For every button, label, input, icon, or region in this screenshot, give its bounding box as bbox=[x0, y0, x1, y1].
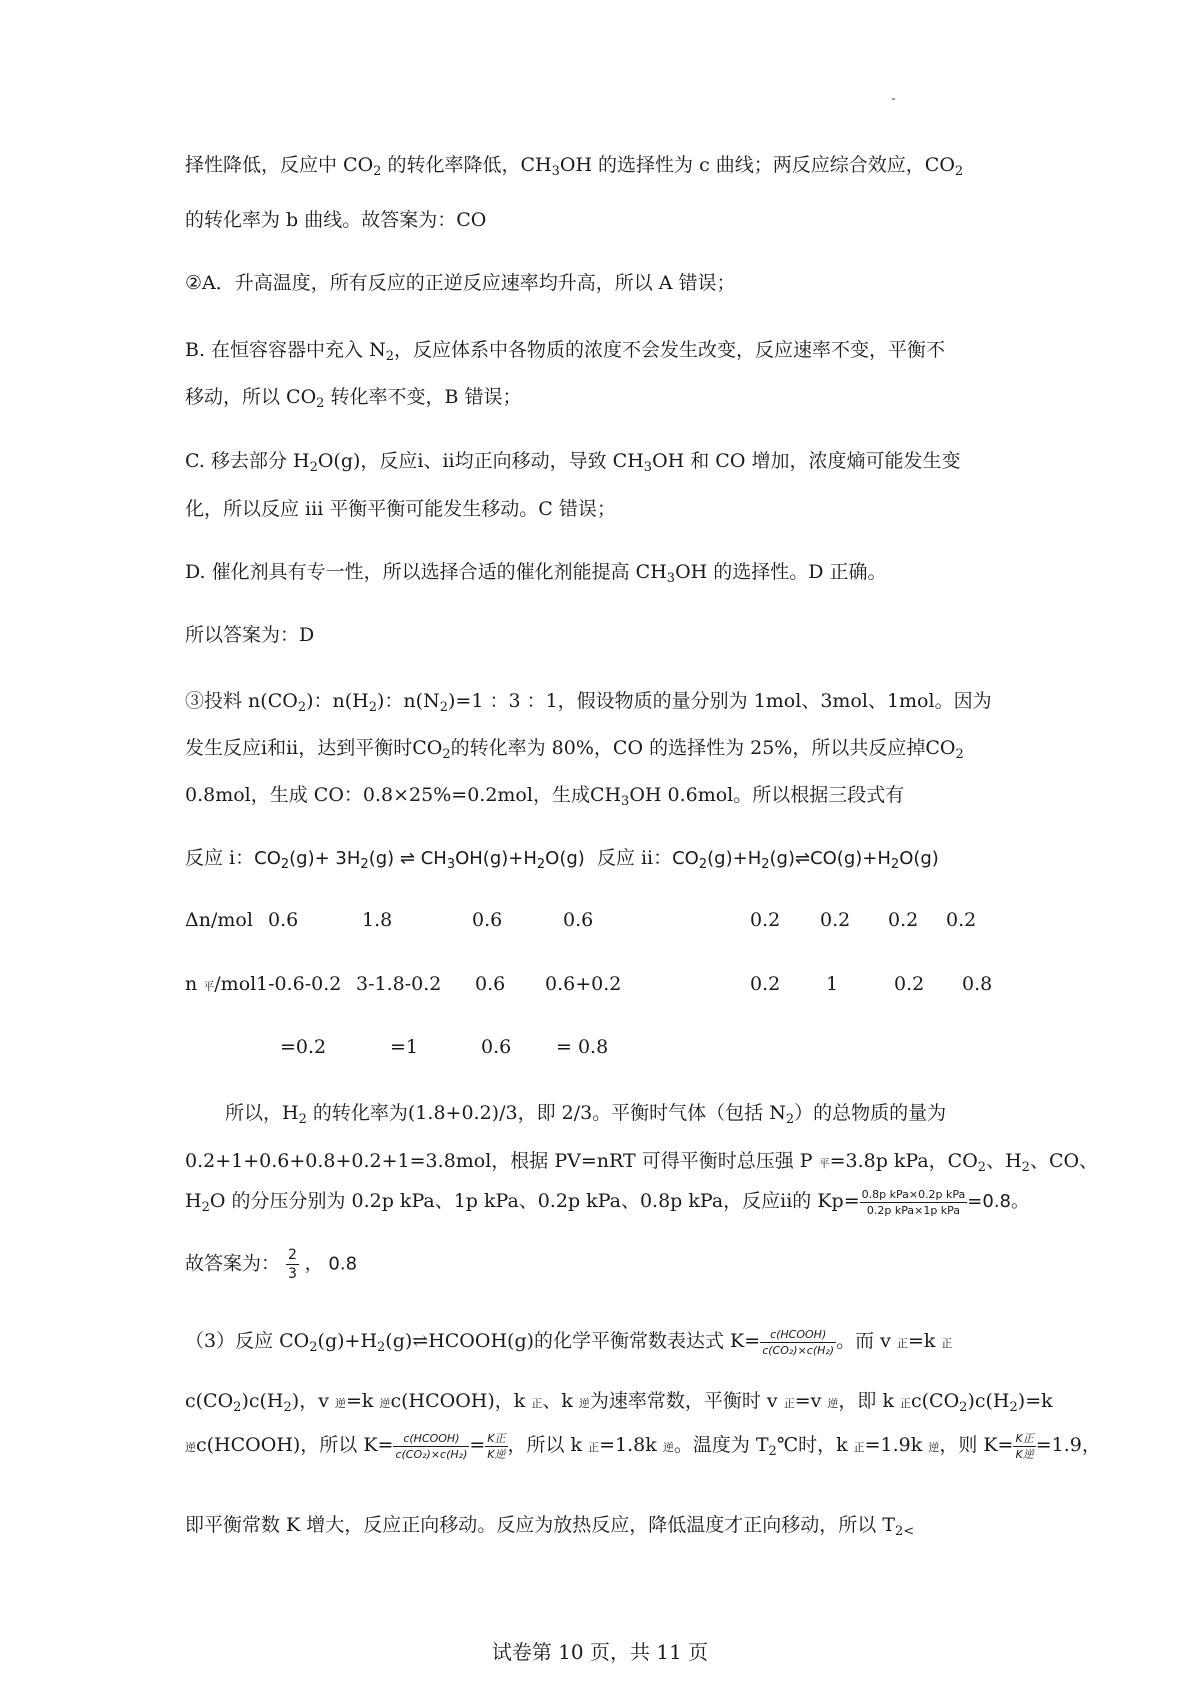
text-line-7: 化，所以反应 iii 平衡平衡可能发生移动。C 错误； bbox=[185, 498, 616, 520]
text-line-11: 发生反应i和ii，达到平衡时$CO_2$的转化率为 80%，CO 的选择性为 25%，所以共反应掉$CO_2$ bbox=[185, 737, 964, 762]
scan-speck bbox=[892, 98, 895, 100]
cell: 3-1.8-0.2 bbox=[356, 973, 442, 995]
part3-line-1: （3）反应 $CO_2(g)+H_2(g)\rightleftharpoons HCOOH(g)$的化学平衡常数表达式 K= $\frac{\text{c(HCOOH)}}{\text{c(CO₂)×c(H₂)}}$ 。而 v 正=k 正 bbox=[185, 1327, 953, 1357]
text-line-5: 移动，所以 $CO_2$ 转化率不变，B 错误； bbox=[185, 386, 522, 411]
cell: = 0.8 bbox=[556, 1036, 609, 1058]
text-line-9: 所以答案为：D bbox=[185, 624, 315, 646]
calc-line-1: 所以，$H_2$ 的转化率为(1.8+0.2)/3，即 2/3。平衡时气体（包括 $N_2$）的总物质的量为 bbox=[225, 1102, 947, 1127]
cell: 0.2 bbox=[750, 973, 781, 995]
cell: 0.2 bbox=[820, 909, 851, 931]
reaction-equations: 反应 i：$CO_2(g)+ 3H_2(g)$ ⇌ $CH_3OH(g)+H_2O(g)$ 反应 ii：$CO_2(g)+H_2(g)\rightleftharpoons CO(g)+H_2O(g)$ bbox=[185, 847, 939, 872]
cell: 0.6 bbox=[563, 909, 594, 931]
part3-line-3: 逆c(HCOOH)，所以 K= $\frac{\text{c(HCOOH)}}{\text{c(CO₂)×c(H₂)}}$ = $\frac{\text{K正}}{\text{K逆}}$ ，所以 k 正=1.8k 逆。温度为 $T_2℃$时，k 正=1.9k 逆，则 K= $\frac{\text{K正}}{\text{K逆}}$ =1.9， bbox=[185, 1431, 1101, 1461]
cell: 1 bbox=[826, 973, 839, 995]
k-expression: $\frac{\text{c(HCOOH)}}{\text{c(CO₂)×c(H₂)}}$ bbox=[762, 1327, 835, 1357]
text-line-4: B. 在恒容容器中充入 $N_2$，反应体系中各物质的浓度不会发生改变，反应速率不变，平衡不 bbox=[185, 339, 946, 364]
text-line-1: 择性降低，反应中 $CO_2$ 的转化率降低，$CH_3OH$ 的选择性为 c 曲线；两反应综合效应，$CO_2$ bbox=[185, 154, 964, 179]
k-rate-fraction: $\frac{\text{K正}}{\text{K逆}}$ bbox=[487, 1431, 506, 1461]
calc-answer: 故答案为： $\frac{2}{3}$ ， 0.8 bbox=[185, 1247, 358, 1282]
cell: 0.8 bbox=[962, 973, 993, 995]
text-line-10: ③投料 $n(CO_2)$：$n(H_2)$：$n(N_2)=1$ ：3 ：1，假设物质的量分别为 1mol、3mol、1mol。因为 bbox=[185, 690, 992, 715]
cell: 0.2 bbox=[946, 909, 977, 931]
k-rate-fraction-2: $\frac{\text{K正}}{\text{K逆}}$ bbox=[1015, 1431, 1034, 1461]
text-line-8: D. 催化剂具有专一性，所以选择合适的催化剂能提高 $CH_3OH$ 的选择性。D 正确。 bbox=[185, 561, 887, 586]
cell: 0.6 bbox=[268, 909, 299, 931]
cell: 0.2 bbox=[750, 909, 781, 931]
cell: =0.2 bbox=[280, 1036, 327, 1058]
cell: 0.6 bbox=[481, 1036, 512, 1058]
answer-fraction: $\frac{2}{3}$ bbox=[288, 1247, 297, 1282]
kp-fraction: $\frac{\text{0.8p kPa×0.2p kPa}}{\text{0.2p kPa×1p kPa}}$ bbox=[861, 1187, 966, 1217]
cell: 0.6 bbox=[472, 909, 503, 931]
text-line-3: ②A．升高温度，所有反应的正逆反应速率均升高，所以 A 错误； bbox=[185, 272, 736, 294]
text-line-6: C. 移去部分 $H_2O(g)$，反应i、ii均正向移动，导致 $CH_3OH$ 和 CO 增加，浓度熵可能发生变 bbox=[185, 450, 961, 475]
calc-line-2: 0.2+1+0.6+0.8+0.2+1=3.8mol，根据 PV=nRT 可得平衡时总压强 P 平=3.8p kPa，$CO_2$、$H_2$、CO、 bbox=[185, 1150, 1099, 1175]
part3-line-2: $c(CO_2)c(H_2)$，v 逆=k 逆c(HCOOH)，k 正、k 逆为速率常数，平衡时 v 正=v 逆，即 k 正$c(CO_2)c(H_2)=k$ bbox=[185, 1390, 1053, 1415]
cell: 1-0.6-0.2 bbox=[256, 973, 342, 995]
row-label: Δn/mol bbox=[185, 909, 253, 931]
cell: =1 bbox=[390, 1036, 419, 1058]
cell: 0.2 bbox=[888, 909, 919, 931]
page-footer: 试卷第 10 页，共 11 页 bbox=[491, 1640, 709, 1664]
calc-line-3: $H_2O$ 的分压分别为 0.2p kPa、1p kPa、0.2p kPa、0.8p kPa，反应ii的 Kp= $\frac{\text{0.8p kPa×0.2p kPa}}{\text{0.2p kPa×1p kPa}}$ =0.8。 bbox=[185, 1187, 1030, 1217]
text-line-12: 0.8mol，生成 CO：0.8×25%=0.2mol，生成$CH_3OH$ 0.6mol。所以根据三段式有 bbox=[185, 784, 905, 809]
text-line-2: 的转化率为 b 曲线。故答案为：CO bbox=[185, 209, 487, 231]
cell: 0.6+0.2 bbox=[545, 973, 622, 995]
part3-line-4: 即平衡常数 K 增大，反应正向移动。反应为放热反应，降低温度才正向移动，所以 $T_{2<}$ bbox=[185, 1514, 915, 1539]
row-label: n 平/mol bbox=[185, 973, 257, 995]
cell: 1.8 bbox=[362, 909, 393, 931]
cell: 0.6 bbox=[475, 973, 506, 995]
k-ratio-fraction: $\frac{\text{c(HCOOH)}}{\text{c(CO₂)×c(H₂)}}$ bbox=[395, 1431, 468, 1461]
cell: 0.2 bbox=[894, 973, 925, 995]
